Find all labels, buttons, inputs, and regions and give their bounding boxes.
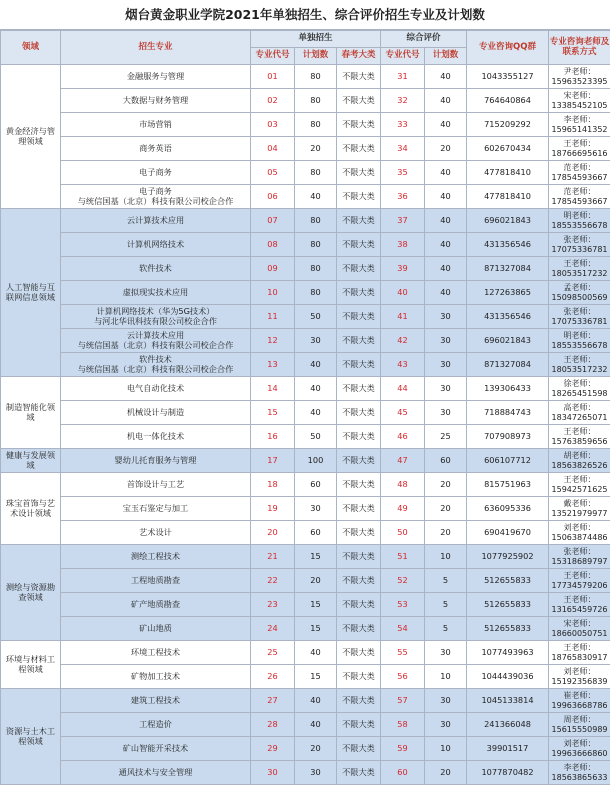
comprehensive-code-cell: 42 [381, 329, 425, 353]
header-qq: 专业咨询QQ群 [467, 31, 549, 65]
qq-group-cell: 815751963 [467, 473, 549, 497]
single-plan-cell: 40 [295, 689, 337, 713]
major-cell: 环境工程技术 [61, 641, 251, 665]
category-cell: 不限大类 [337, 185, 381, 209]
single-code-cell: 25 [251, 641, 295, 665]
table-row [1, 449, 610, 473]
category-cell: 不限大类 [337, 65, 381, 89]
major-cell: 工程造价 [61, 713, 251, 737]
comprehensive-plan-cell: 5 [425, 593, 467, 617]
table-row [1, 305, 610, 329]
comprehensive-code-cell: 36 [381, 185, 425, 209]
comprehensive-plan-cell: 40 [425, 257, 467, 281]
single-plan-cell: 80 [295, 281, 337, 305]
single-plan-cell: 80 [295, 65, 337, 89]
single-plan-cell: 40 [295, 377, 337, 401]
contact-cell: 戴老师： 13521979977 [549, 497, 610, 521]
contact-cell: 明老师： 18553556678 [549, 329, 610, 353]
contact-cell: 王老师： 18766695616 [549, 137, 610, 161]
contact-cell: 张老师： 17075336781 [549, 305, 610, 329]
single-code-cell: 02 [251, 89, 295, 113]
single-plan-cell: 30 [295, 329, 337, 353]
major-cell: 云计算技术应用 [61, 209, 251, 233]
contact-cell: 宋老师： 13385452105 [549, 89, 610, 113]
comprehensive-code-cell: 31 [381, 65, 425, 89]
single-plan-cell: 40 [295, 401, 337, 425]
major-cell: 电子商务 [61, 161, 251, 185]
contact-cell: 高老师： 18347265071 [549, 401, 610, 425]
comprehensive-plan-cell: 40 [425, 185, 467, 209]
comprehensive-code-cell: 57 [381, 689, 425, 713]
category-cell: 不限大类 [337, 593, 381, 617]
comprehensive-plan-cell: 30 [425, 401, 467, 425]
major-cell: 软件技术 与统信国基（北京）科技有限公司校企合作 [61, 353, 251, 377]
single-plan-cell: 20 [295, 569, 337, 593]
header-contact: 专业咨询老师及联系方式 [549, 31, 610, 65]
category-cell: 不限大类 [337, 89, 381, 113]
qq-group-cell: 602670434 [467, 137, 549, 161]
single-plan-cell: 20 [295, 737, 337, 761]
table-row [1, 713, 610, 737]
major-cell: 机械设计与制造 [61, 401, 251, 425]
comprehensive-code-cell: 48 [381, 473, 425, 497]
comprehensive-code-cell: 33 [381, 113, 425, 137]
single-code-cell: 10 [251, 281, 295, 305]
qq-group-cell: 431356546 [467, 233, 549, 257]
single-plan-cell: 60 [295, 473, 337, 497]
comprehensive-plan-cell: 5 [425, 617, 467, 641]
table-row [1, 89, 610, 113]
qq-group-cell: 707908973 [467, 425, 549, 449]
category-cell: 不限大类 [337, 329, 381, 353]
table-row [1, 569, 610, 593]
contact-cell: 尹老师： 15963523395 [549, 65, 610, 89]
table-row [1, 425, 610, 449]
category-cell: 不限大类 [337, 257, 381, 281]
major-cell: 宝玉石鉴定与加工 [61, 497, 251, 521]
category-cell: 不限大类 [337, 641, 381, 665]
major-cell: 矿山地质 [61, 617, 251, 641]
qq-group-cell: 477818410 [467, 161, 549, 185]
contact-cell: 王老师： 17734579206 [549, 569, 610, 593]
table-row [1, 185, 610, 209]
contact-cell: 范老师： 17854593667 [549, 161, 610, 185]
comprehensive-plan-cell: 40 [425, 209, 467, 233]
major-cell: 云计算技术应用 与统信国基（北京）科技有限公司校企合作 [61, 329, 251, 353]
single-plan-cell: 80 [295, 89, 337, 113]
comprehensive-plan-cell: 25 [425, 425, 467, 449]
contact-cell: 周老师： 15615550989 [549, 713, 610, 737]
qq-group-cell: 39901517 [467, 737, 549, 761]
major-cell: 计算机网络技术 [61, 233, 251, 257]
comprehensive-plan-cell: 10 [425, 737, 467, 761]
single-code-cell: 14 [251, 377, 295, 401]
comprehensive-code-cell: 41 [381, 305, 425, 329]
single-plan-cell: 40 [295, 713, 337, 737]
qq-group-cell: 871327084 [467, 257, 549, 281]
table-row [1, 233, 610, 257]
single-plan-cell: 80 [295, 113, 337, 137]
single-code-cell: 01 [251, 65, 295, 89]
major-cell: 工程地质勘查 [61, 569, 251, 593]
table-row [1, 545, 610, 569]
table-row [1, 65, 610, 89]
contact-cell: 明老师： 18553556678 [549, 209, 610, 233]
table-row [1, 137, 610, 161]
contact-cell: 徐老师： 18265451598 [549, 377, 610, 401]
category-cell: 不限大类 [337, 473, 381, 497]
comprehensive-plan-cell: 20 [425, 761, 467, 785]
contact-cell: 王老师： 18053517232 [549, 257, 610, 281]
major-cell: 市场营销 [61, 113, 251, 137]
comprehensive-code-cell: 32 [381, 89, 425, 113]
header-plan-single: 计划数 [295, 48, 337, 65]
major-cell: 艺术设计 [61, 521, 251, 545]
comprehensive-code-cell: 53 [381, 593, 425, 617]
contact-cell: 孟老师： 15098500569 [549, 281, 610, 305]
comprehensive-plan-cell: 40 [425, 65, 467, 89]
domain-cell: 人工智能与互联网信息领域 [1, 209, 61, 377]
comprehensive-plan-cell: 40 [425, 281, 467, 305]
header-code-comprehensive: 专业代号 [381, 48, 425, 65]
single-code-cell: 09 [251, 257, 295, 281]
comprehensive-code-cell: 40 [381, 281, 425, 305]
comprehensive-code-cell: 51 [381, 545, 425, 569]
comprehensive-plan-cell: 30 [425, 329, 467, 353]
comprehensive-plan-cell: 20 [425, 137, 467, 161]
qq-group-cell: 764640864 [467, 89, 549, 113]
qq-group-cell: 696021843 [467, 329, 549, 353]
major-cell: 商务英语 [61, 137, 251, 161]
comprehensive-plan-cell: 10 [425, 665, 467, 689]
qq-group-cell: 1077925902 [467, 545, 549, 569]
header-comprehensive: 综合评价 [381, 31, 467, 48]
qq-group-cell: 690419670 [467, 521, 549, 545]
contact-cell: 王老师： 15942571625 [549, 473, 610, 497]
category-cell: 不限大类 [337, 617, 381, 641]
category-cell: 不限大类 [337, 449, 381, 473]
qq-group-cell: 1044439036 [467, 665, 549, 689]
contact-cell: 胡老师： 18563826526 [549, 449, 610, 473]
comprehensive-code-cell: 49 [381, 497, 425, 521]
domain-cell: 环境与材料工程领域 [1, 641, 61, 689]
single-code-cell: 17 [251, 449, 295, 473]
comprehensive-plan-cell: 5 [425, 569, 467, 593]
single-plan-cell: 15 [295, 593, 337, 617]
header-domain: 领域 [1, 31, 61, 65]
comprehensive-code-cell: 60 [381, 761, 425, 785]
header-major: 招生专业 [61, 31, 251, 65]
single-code-cell: 28 [251, 713, 295, 737]
table-row [1, 617, 610, 641]
comprehensive-plan-cell: 40 [425, 233, 467, 257]
contact-cell: 李老师： 18563865633 [549, 761, 610, 785]
single-code-cell: 12 [251, 329, 295, 353]
contact-cell: 李老师： 15965141352 [549, 113, 610, 137]
comprehensive-plan-cell: 30 [425, 641, 467, 665]
table-row [1, 737, 610, 761]
major-cell: 虚拟现实技术应用 [61, 281, 251, 305]
contact-cell: 宋老师： 18660050751 [549, 617, 610, 641]
comprehensive-code-cell: 45 [381, 401, 425, 425]
comprehensive-plan-cell: 30 [425, 377, 467, 401]
comprehensive-plan-cell: 30 [425, 713, 467, 737]
contact-cell: 张老师： 17075336781 [549, 233, 610, 257]
contact-cell: 范老师： 17854593667 [549, 185, 610, 209]
category-cell: 不限大类 [337, 209, 381, 233]
single-plan-cell: 80 [295, 257, 337, 281]
comprehensive-code-cell: 43 [381, 353, 425, 377]
comprehensive-code-cell: 54 [381, 617, 425, 641]
comprehensive-code-cell: 59 [381, 737, 425, 761]
single-plan-cell: 30 [295, 497, 337, 521]
single-plan-cell: 80 [295, 209, 337, 233]
category-cell: 不限大类 [337, 425, 381, 449]
major-cell: 矿山智能开采技术 [61, 737, 251, 761]
qq-group-cell: 715209292 [467, 113, 549, 137]
domain-cell: 黄金经济与管理领域 [1, 65, 61, 209]
comprehensive-code-cell: 50 [381, 521, 425, 545]
table-row [1, 497, 610, 521]
major-cell: 电气自动化技术 [61, 377, 251, 401]
single-plan-cell: 20 [295, 137, 337, 161]
table-row [1, 329, 610, 353]
qq-group-cell: 512655833 [467, 617, 549, 641]
domain-cell: 珠宝首饰与艺术设计领域 [1, 473, 61, 545]
single-code-cell: 08 [251, 233, 295, 257]
contact-cell: 刘老师： 15192356839 [549, 665, 610, 689]
single-plan-cell: 40 [295, 185, 337, 209]
contact-cell: 张老师： 15318689797 [549, 545, 610, 569]
single-code-cell: 27 [251, 689, 295, 713]
comprehensive-code-cell: 56 [381, 665, 425, 689]
category-cell: 不限大类 [337, 353, 381, 377]
major-cell: 测绘工程技术 [61, 545, 251, 569]
comprehensive-code-cell: 44 [381, 377, 425, 401]
single-plan-cell: 15 [295, 665, 337, 689]
single-code-cell: 16 [251, 425, 295, 449]
single-plan-cell: 15 [295, 545, 337, 569]
comprehensive-plan-cell: 10 [425, 545, 467, 569]
qq-group-cell: 606107712 [467, 449, 549, 473]
comprehensive-code-cell: 34 [381, 137, 425, 161]
qq-group-cell: 127263865 [467, 281, 549, 305]
category-cell: 不限大类 [337, 113, 381, 137]
major-cell: 首饰设计与工艺 [61, 473, 251, 497]
single-code-cell: 30 [251, 761, 295, 785]
comprehensive-plan-cell: 40 [425, 113, 467, 137]
major-cell: 婴幼儿托育服务与管理 [61, 449, 251, 473]
single-code-cell: 19 [251, 497, 295, 521]
qq-group-cell: 139306433 [467, 377, 549, 401]
comprehensive-code-cell: 46 [381, 425, 425, 449]
comprehensive-plan-cell: 60 [425, 449, 467, 473]
header-plan-comprehensive: 计划数 [425, 48, 467, 65]
category-cell: 不限大类 [337, 161, 381, 185]
contact-cell: 刘老师： 19963666860 [549, 737, 610, 761]
comprehensive-code-cell: 39 [381, 257, 425, 281]
comprehensive-plan-cell: 20 [425, 521, 467, 545]
contact-cell: 王老师： 18765830917 [549, 641, 610, 665]
single-code-cell: 13 [251, 353, 295, 377]
domain-cell: 资源与土木工程领域 [1, 689, 61, 785]
single-plan-cell: 80 [295, 233, 337, 257]
table-row [1, 161, 610, 185]
comprehensive-code-cell: 37 [381, 209, 425, 233]
major-cell: 计算机网络技术（华为5G技术） 与河北华讯科技有限公司校企合作 [61, 305, 251, 329]
table-row [1, 401, 610, 425]
qq-group-cell: 696021843 [467, 209, 549, 233]
single-code-cell: 07 [251, 209, 295, 233]
single-plan-cell: 30 [295, 761, 337, 785]
single-code-cell: 04 [251, 137, 295, 161]
category-cell: 不限大类 [337, 713, 381, 737]
table-row [1, 281, 610, 305]
single-code-cell: 18 [251, 473, 295, 497]
table-row [1, 665, 610, 689]
category-cell: 不限大类 [337, 665, 381, 689]
major-cell: 大数据与财务管理 [61, 89, 251, 113]
comprehensive-plan-cell: 30 [425, 353, 467, 377]
single-code-cell: 15 [251, 401, 295, 425]
header-code-single: 专业代号 [251, 48, 295, 65]
single-plan-cell: 50 [295, 425, 337, 449]
major-cell: 通风技术与安全管理 [61, 761, 251, 785]
single-plan-cell: 15 [295, 617, 337, 641]
table-row [1, 641, 610, 665]
table-row [1, 473, 610, 497]
category-cell: 不限大类 [337, 401, 381, 425]
major-cell: 矿产地质勘查 [61, 593, 251, 617]
table-body [1, 65, 610, 785]
header-category: 春考大类 [337, 48, 381, 65]
qq-group-cell: 1043355127 [467, 65, 549, 89]
single-code-cell: 22 [251, 569, 295, 593]
single-plan-cell: 60 [295, 521, 337, 545]
qq-group-cell: 241366048 [467, 713, 549, 737]
category-cell: 不限大类 [337, 497, 381, 521]
single-code-cell: 06 [251, 185, 295, 209]
category-cell: 不限大类 [337, 233, 381, 257]
major-cell: 建筑工程技术 [61, 689, 251, 713]
qq-group-cell: 1077870482 [467, 761, 549, 785]
single-code-cell: 03 [251, 113, 295, 137]
qq-group-cell: 1045133814 [467, 689, 549, 713]
major-cell: 机电一体化技术 [61, 425, 251, 449]
single-code-cell: 23 [251, 593, 295, 617]
single-plan-cell: 50 [295, 305, 337, 329]
comprehensive-code-cell: 38 [381, 233, 425, 257]
table-row [1, 257, 610, 281]
single-code-cell: 20 [251, 521, 295, 545]
contact-cell: 崔老师： 19963668786 [549, 689, 610, 713]
qq-group-cell: 871327084 [467, 353, 549, 377]
single-code-cell: 05 [251, 161, 295, 185]
single-code-cell: 11 [251, 305, 295, 329]
category-cell: 不限大类 [337, 137, 381, 161]
major-cell: 矿物加工技术 [61, 665, 251, 689]
domain-cell: 制造智能化领域 [1, 377, 61, 449]
category-cell: 不限大类 [337, 545, 381, 569]
comprehensive-code-cell: 52 [381, 569, 425, 593]
comprehensive-code-cell: 35 [381, 161, 425, 185]
contact-cell: 王老师： 18053517232 [549, 353, 610, 377]
category-cell: 不限大类 [337, 737, 381, 761]
single-plan-cell: 100 [295, 449, 337, 473]
comprehensive-plan-cell: 30 [425, 689, 467, 713]
category-cell: 不限大类 [337, 377, 381, 401]
single-code-cell: 24 [251, 617, 295, 641]
header-single: 单独招生 [251, 31, 381, 48]
comprehensive-code-cell: 55 [381, 641, 425, 665]
single-plan-cell: 40 [295, 353, 337, 377]
comprehensive-plan-cell: 20 [425, 497, 467, 521]
qq-group-cell: 477818410 [467, 185, 549, 209]
comprehensive-code-cell: 58 [381, 713, 425, 737]
category-cell: 不限大类 [337, 569, 381, 593]
major-cell: 金融服务与管理 [61, 65, 251, 89]
qq-group-cell: 431356546 [467, 305, 549, 329]
comprehensive-plan-cell: 40 [425, 89, 467, 113]
domain-cell: 测绘与资源勘查领域 [1, 545, 61, 641]
single-code-cell: 21 [251, 545, 295, 569]
category-cell: 不限大类 [337, 689, 381, 713]
table-row [1, 521, 610, 545]
single-code-cell: 26 [251, 665, 295, 689]
qq-group-cell: 512655833 [467, 569, 549, 593]
single-plan-cell: 40 [295, 641, 337, 665]
table-row [1, 689, 610, 713]
category-cell: 不限大类 [337, 761, 381, 785]
table-row [1, 209, 610, 233]
qq-group-cell: 512655833 [467, 593, 549, 617]
comprehensive-plan-cell: 40 [425, 161, 467, 185]
table-row [1, 353, 610, 377]
page-title: 烟台黄金职业学院2021年单独招生、综合评价招生专业及计划数 [0, 0, 610, 30]
qq-group-cell: 636095336 [467, 497, 549, 521]
table-row [1, 377, 610, 401]
category-cell: 不限大类 [337, 521, 381, 545]
category-cell: 不限大类 [337, 305, 381, 329]
qq-group-cell: 718884743 [467, 401, 549, 425]
comprehensive-plan-cell: 30 [425, 305, 467, 329]
major-cell: 软件技术 [61, 257, 251, 281]
table-row [1, 761, 610, 785]
comprehensive-plan-cell: 20 [425, 473, 467, 497]
domain-cell: 健康与发展领域 [1, 449, 61, 473]
contact-cell: 刘老师： 15063874486 [549, 521, 610, 545]
table-row [1, 593, 610, 617]
single-code-cell: 29 [251, 737, 295, 761]
comprehensive-code-cell: 47 [381, 449, 425, 473]
table-row [1, 113, 610, 137]
enrollment-table [0, 30, 610, 785]
single-plan-cell: 80 [295, 161, 337, 185]
contact-cell: 王老师： 13165459726 [549, 593, 610, 617]
qq-group-cell: 1077493963 [467, 641, 549, 665]
major-cell: 电子商务 与统信国基（北京）科技有限公司校企合作 [61, 185, 251, 209]
category-cell: 不限大类 [337, 281, 381, 305]
contact-cell: 王老师： 15763859656 [549, 425, 610, 449]
